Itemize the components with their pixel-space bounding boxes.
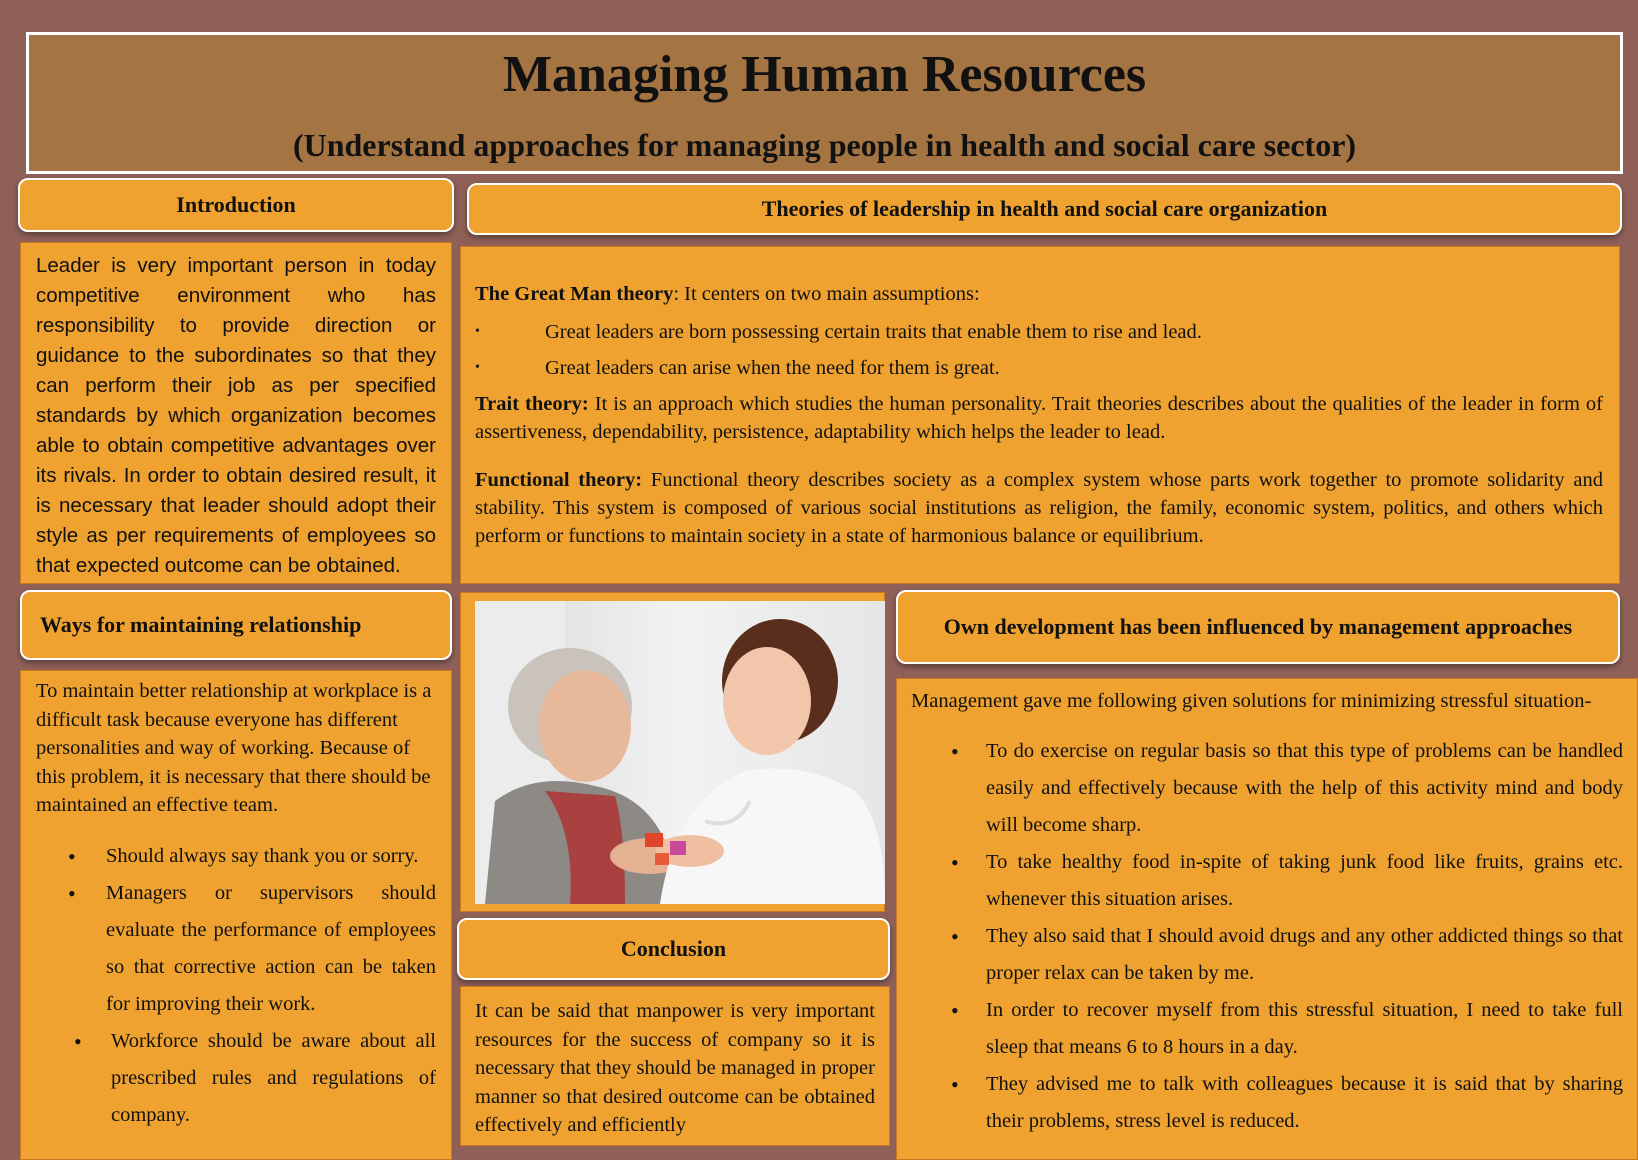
- list-item: • Managers or supervisors should evaluate the performance of employees so that corrective action can be taken for improving their work.: [36, 875, 436, 1023]
- title-banner: [26, 32, 1623, 174]
- list-item: • Great leaders are born possessing certain traits that enable them to rise and lead.: [475, 319, 1603, 355]
- great-man-list: [475, 319, 1603, 391]
- theories-heading-text: Theories of leadership in health and social care organization: [761, 196, 1328, 221]
- ways-panel: [20, 670, 452, 1160]
- list-item: • They advised me to talk with colleagues because it is said that by sharing their problems, stress level is reduced.: [911, 1066, 1623, 1140]
- photo-frame: [460, 592, 885, 912]
- own-development-list: [911, 733, 1623, 1140]
- functional-theory-label: Functional theory:: [475, 469, 643, 491]
- ways-intro-text: To maintain better relationship at workplace is a difficult task because everyone has different personalities and way of working. Because of this problem, it is necessary that there should be maintained an effective team.: [36, 680, 432, 816]
- introduction-panel: [20, 242, 452, 584]
- theories-heading: [467, 183, 1622, 235]
- list-item: • In order to recover myself from this stressful situation, I need to take full sleep that means 6 to 8 hours in a day.: [911, 992, 1623, 1066]
- conclusion-text: It can be said that manpower is very important resources for the success of company so it is necessary that they should be managed in proper manner so that desired outcome can be obtained effectively and efficiently: [475, 1000, 875, 1136]
- own-development-heading: [896, 590, 1620, 664]
- introduction-heading: [18, 178, 454, 232]
- list-item: • They also said that I should avoid drugs and any other addicted things so that proper relax can be taken by me.: [911, 918, 1623, 992]
- conclusion-panel: [460, 986, 890, 1146]
- great-man-text: : It centers on two main assumptions:: [673, 283, 980, 305]
- trait-theory-label: Trait theory:: [475, 393, 589, 415]
- functional-theory-text: Functional theory describes society as a complex system whose parts work together to promote solidarity and stability. This system is composed of various social institutions as religion, the family, economic system, politics, and others which perform or functions to maintain society in a state of harmonious balance or equilibrium.: [475, 469, 1603, 547]
- page-subtitle: (Understand approaches for managing people in health and social care sector): [292, 127, 1357, 163]
- list-item: • Workforce should be aware about all prescribed rules and regulations of company.: [36, 1023, 436, 1134]
- introduction-heading-text: Introduction: [176, 192, 296, 217]
- ways-list: [36, 838, 436, 1134]
- own-development-heading-text: Own development has been influenced by management approaches: [943, 614, 1573, 639]
- introduction-text: Leader is very important person in today competitive environment who has responsibility to provide direction or guidance to the subordinates so that they can perform their job as per specified standards by which organization becomes able to obtain competitive advantages over its rivals. In order to obtain desired result, it is necessary that leader should adopt their style as per requirements of employees so that expected outcome can be obtained.: [36, 254, 436, 577]
- own-development-panel: [896, 678, 1638, 1160]
- great-man-label: The Great Man theory: [475, 283, 674, 305]
- own-development-intro: Management gave me following given solutions for minimizing stressful situation-: [911, 690, 1592, 712]
- great-man-line: [475, 283, 980, 306]
- ways-heading-text: Ways for maintaining relationship: [40, 612, 362, 637]
- trait-theory-paragraph: [475, 390, 1603, 446]
- ways-heading: [20, 590, 452, 660]
- caregiver-photo: [475, 601, 885, 904]
- list-item: • To take healthy food in-spite of taking junk food like fruits, grains etc. whenever this situation arises.: [911, 844, 1623, 918]
- conclusion-heading-text: Conclusion: [620, 936, 727, 961]
- trait-theory-text: It is an approach which studies the human personality. Trait theories describes about the qualities of the leader in form of assertiveness, dependability, persistence, adaptability which helps the leader to lead.: [475, 393, 1603, 443]
- list-item: • Should always say thank you or sorry.: [36, 838, 436, 875]
- functional-theory-paragraph: [475, 466, 1603, 550]
- page-title: Managing Human Resources: [502, 46, 1147, 103]
- list-item: • To do exercise on regular basis so that this type of problems can be handled easily and effectively because with the help of this activity mind and body will become sharp.: [911, 733, 1623, 844]
- conclusion-heading: [457, 918, 890, 980]
- list-item: • Great leaders can arise when the need for them is great.: [475, 355, 1603, 391]
- theories-panel: [460, 246, 1620, 584]
